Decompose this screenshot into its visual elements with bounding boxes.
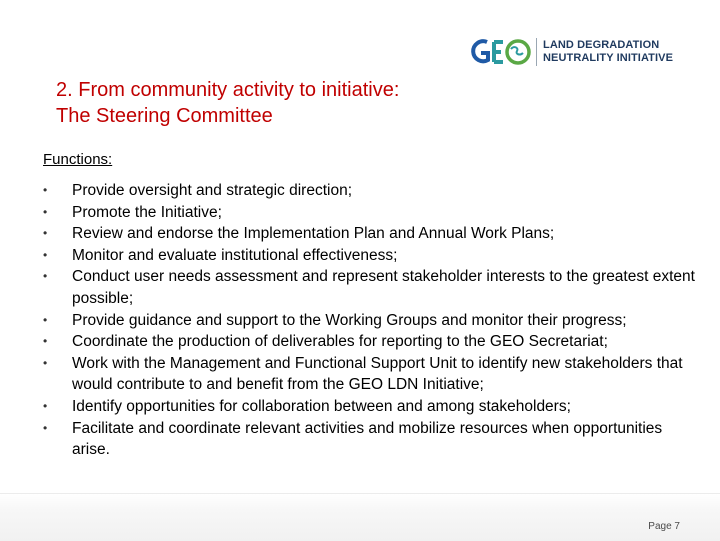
list-item (43, 223, 703, 245)
list-item (43, 310, 703, 332)
list-item (43, 245, 703, 267)
functions-label: Functions: (43, 151, 113, 168)
list-item (43, 396, 703, 418)
bullet-icon: • (43, 398, 48, 413)
bullet-icon: • (43, 247, 48, 262)
bullet-icon: • (43, 204, 48, 219)
list-item-text: Review and endorse the Implementation Plan and Annual Work Plans; (72, 225, 555, 243)
bullet-icon: • (43, 334, 48, 349)
geo-logo-icon (470, 36, 532, 68)
bullet-icon: • (43, 312, 48, 327)
list-item-text: Promote the Initiative; (72, 203, 222, 221)
slide-title (56, 77, 616, 129)
list-item (43, 202, 703, 224)
list-item-text: Conduct user needs assessment and represent stakeholder interests to the greatest extent possible; (72, 268, 695, 307)
bullet-icon: • (43, 355, 48, 370)
bullet-icon: • (43, 183, 48, 197)
list-item-text: Provide guidance and support to the Working Groups and monitor their progress; (72, 311, 627, 329)
page-number: Page 7 (648, 521, 680, 532)
list-item-text: Facilitate and coordinate relevant activities and mobilize resources when opportunities arise. (72, 419, 663, 459)
bullet-icon: • (43, 226, 48, 241)
bullet-icon: • (43, 269, 48, 284)
list-item-text: Coordinate the production of deliverables for reporting to the GEO Secretariat; (72, 333, 608, 351)
functions-list (43, 180, 703, 461)
list-item (43, 418, 703, 461)
list-item-text: Work with the Management and Functional Support Unit to identify new stakeholders that would contribute to and benefit from the GEO LDN Initiative; (72, 354, 683, 394)
list-item (43, 353, 703, 396)
list-item-text: Identify opportunities for collaboration between and among stakeholders; (72, 397, 571, 415)
list-item (43, 266, 703, 309)
logo-line-1: LAND DEGRADATION (543, 39, 660, 51)
list-item (43, 331, 703, 353)
title-line-1: 2. From community activity to initiative: (56, 79, 400, 101)
footer-band (0, 493, 720, 541)
logo-line-2: NEUTRALITY INITIATIVE (543, 52, 674, 64)
list-item-text: Monitor and evaluate institutional effectiveness; (72, 246, 398, 264)
title-line-2: The Steering Committee (56, 105, 273, 127)
list-item (43, 180, 703, 202)
geo-ldn-logo (470, 36, 680, 70)
logo-text (543, 39, 673, 65)
bullet-icon: • (43, 420, 48, 435)
list-item-text: Provide oversight and strategic direction; (72, 182, 353, 199)
logo-divider (536, 38, 537, 66)
